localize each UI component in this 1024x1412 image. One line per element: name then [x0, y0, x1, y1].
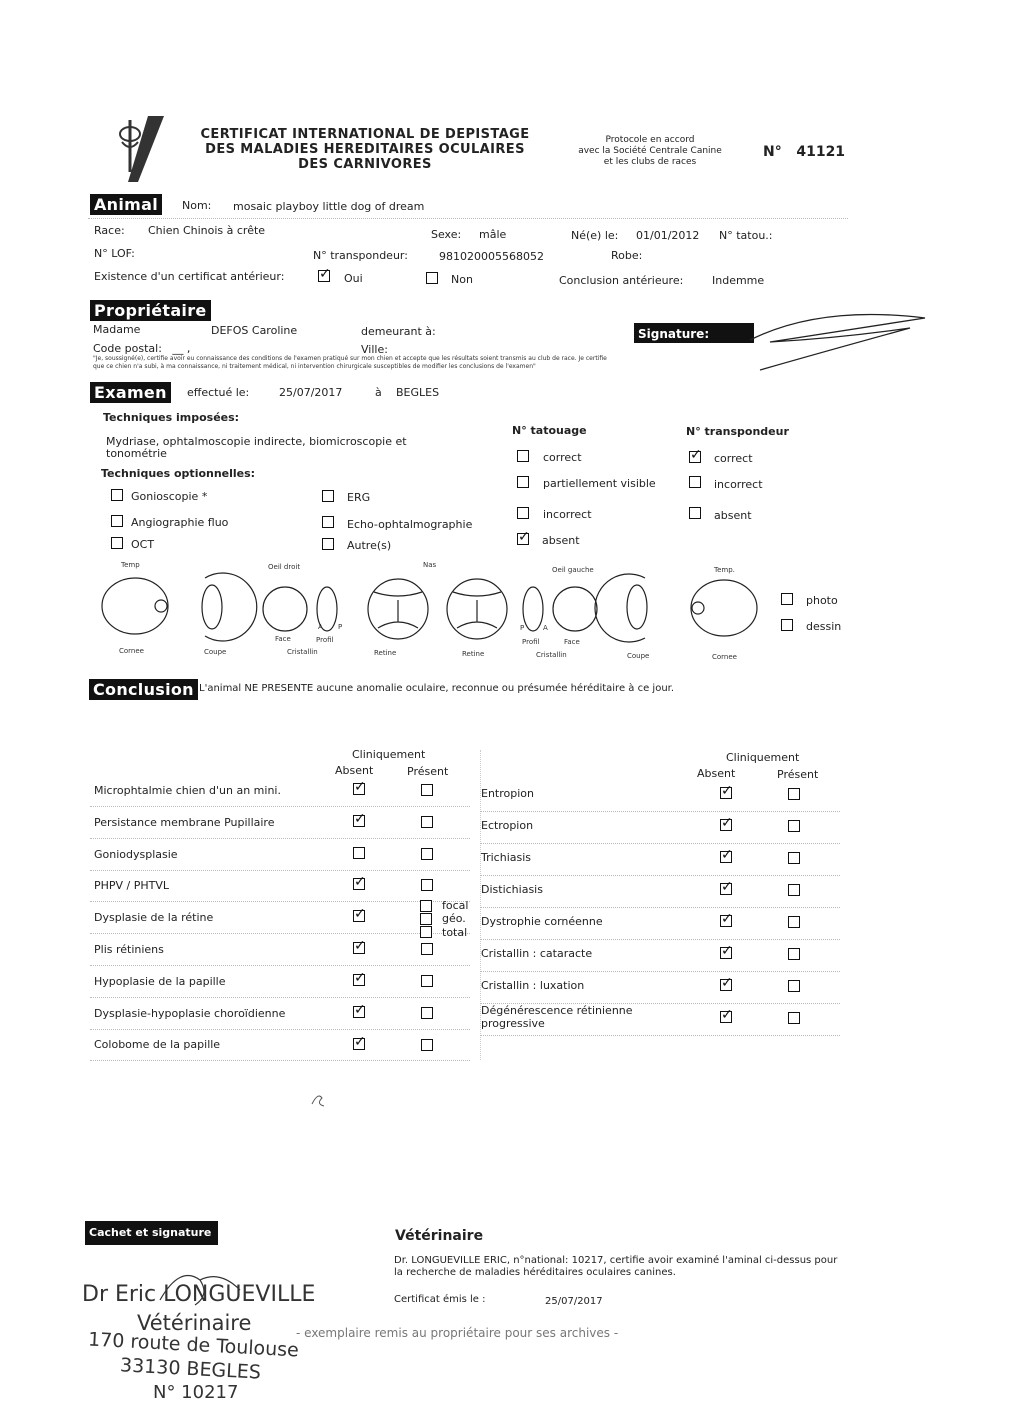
- transp-absent-checkbox[interactable]: [689, 507, 701, 519]
- race-value: Chien Chinois à crête: [148, 224, 266, 237]
- right-row-absent-checkbox[interactable]: [720, 883, 732, 895]
- angiographie-checkbox[interactable]: [111, 515, 123, 527]
- left-row-label: Dysplasie-hypoplasie choroïdienne: [94, 1007, 286, 1020]
- left-row-label: Dysplasie de la rétine: [94, 911, 214, 924]
- right-row-label: Distichiasis: [481, 883, 543, 896]
- right-row-present-checkbox[interactable]: [788, 852, 800, 864]
- tech-imp-label: Techniques imposées:: [103, 411, 240, 424]
- dessin-checkbox[interactable]: [781, 619, 793, 631]
- exam-lieu: BEGLES: [396, 386, 440, 399]
- oeil-droit-label: Oeil droit: [268, 563, 301, 571]
- ville-label: Ville:: [361, 343, 388, 356]
- left-row-absent-checkbox[interactable]: [353, 974, 365, 986]
- right-row-absent-checkbox[interactable]: [720, 915, 732, 927]
- right-row-absent-checkbox[interactable]: [720, 947, 732, 959]
- eye-diagram: [95, 570, 775, 650]
- photo-checkbox[interactable]: [781, 593, 793, 605]
- owner-signature-icon: [740, 300, 940, 380]
- left-row-absent-checkbox[interactable]: [353, 815, 365, 827]
- transpondeur-label: N° transpondeur: [686, 425, 789, 438]
- present-left-header: Présent: [407, 765, 449, 778]
- right-row-present-checkbox[interactable]: [788, 820, 800, 832]
- right-row-absent-checkbox[interactable]: [720, 819, 732, 831]
- cristallin-left-label: Cristallin: [287, 648, 318, 656]
- stamp-line5: N° 10217: [153, 1382, 239, 1403]
- disclaimer-line2: que ce chien n'a subi, à ma connaissance, ni traitement médical, ni intervention chirurgicale susceptibles de modifier les conclusions de l'examen": [93, 363, 536, 370]
- logo-icon: [108, 112, 166, 186]
- tatouage-correct-checkbox[interactable]: [517, 450, 529, 462]
- cristallin-right-label: Cristallin: [536, 651, 567, 659]
- certificate-number: N° 41121: [763, 144, 846, 160]
- left-row-label: Plis rétiniens: [94, 943, 164, 956]
- transp-absent-label: absent: [714, 509, 752, 522]
- vet-title: Vétérinaire: [395, 1228, 484, 1244]
- effectue-label: effectué le:: [187, 386, 250, 399]
- cornee-left-label: Cornee: [119, 647, 144, 655]
- transp-correct-label: correct: [714, 452, 753, 465]
- vet-text-line2: la recherche de maladies héréditaires oculaires canines.: [394, 1267, 676, 1278]
- transp-correct-checkbox[interactable]: [689, 451, 701, 463]
- left-row-label: Microphtalmie chien d'un an mini.: [94, 784, 281, 797]
- gonioscopie-label: Gonioscopie *: [131, 490, 208, 503]
- photo-label: photo: [806, 594, 838, 607]
- oct-checkbox[interactable]: [111, 537, 123, 549]
- retine-left-label: Retine: [374, 649, 397, 657]
- oui-label: Oui: [344, 272, 363, 285]
- lof-label: N° LOF:: [94, 247, 135, 260]
- right-row-present-checkbox[interactable]: [788, 884, 800, 896]
- certificate-title: CERTIFICAT INTERNATIONAL DE DEPISTAGE DES MALADIES HEREDITAIRES OCULAIRES DES CARNIVORES: [200, 127, 530, 172]
- disclaimer-line1: "Je, soussigné(e), certifie avoir eu connaissance des conditions de l'examen pratiqué sur mon chien et accepte que les résultats soient transmis au club de race. Je certifie: [93, 355, 607, 362]
- transp-incorrect-checkbox[interactable]: [689, 476, 701, 488]
- stamp-line3: 170 route de Toulouse: [87, 1328, 300, 1362]
- dysplasie-focal-checkbox[interactable]: [420, 900, 432, 912]
- tatouage-partiel-label: partiellement visible: [543, 477, 656, 490]
- oct-label: OCT: [131, 538, 155, 551]
- left-row-present-checkbox[interactable]: [421, 975, 433, 987]
- non-label: Non: [451, 273, 473, 286]
- right-row-absent-checkbox[interactable]: [720, 979, 732, 991]
- profil-left-label: Profil: [316, 636, 334, 644]
- autres-label: Autre(s): [347, 539, 392, 552]
- sexe-value: mâle: [479, 228, 507, 241]
- diag-a-left: A: [318, 623, 323, 631]
- vet-signature-icon: [150, 1260, 250, 1320]
- transp-label: N° transpondeur:: [313, 249, 408, 262]
- diag-a-right: A: [543, 624, 548, 632]
- left-row-label: Hypoplasie de la papille: [94, 975, 226, 988]
- left-row-present-checkbox[interactable]: [421, 816, 433, 828]
- right-row-absent-checkbox[interactable]: [720, 787, 732, 799]
- right-row-label: Cristallin : luxation: [481, 979, 585, 992]
- erg-checkbox[interactable]: [322, 490, 334, 502]
- present-right-header: Présent: [777, 768, 819, 781]
- right-row-label: Dégénérescence rétinienne progressive: [481, 1004, 633, 1030]
- proprietaire-section-label: Propriétaire: [90, 300, 211, 321]
- echo-label: Echo-ophtalmographie: [347, 518, 473, 531]
- coupe-left-label: Coupe: [204, 648, 227, 656]
- nas-label: Nas: [423, 561, 437, 569]
- tatou-label: N° tatou.:: [719, 229, 773, 242]
- coupe-right-label: Coupe: [627, 652, 650, 660]
- tatouage-correct-label: correct: [543, 451, 582, 464]
- examen-section-label: Examen: [90, 382, 171, 403]
- right-row-present-checkbox[interactable]: [788, 948, 800, 960]
- right-row-present-checkbox[interactable]: [788, 1012, 800, 1024]
- race-label: Race:: [94, 224, 125, 237]
- erg-label: ERG: [347, 491, 371, 504]
- right-row-label: Ectropion: [481, 819, 534, 832]
- transp-value: 981020005568052: [439, 250, 544, 263]
- signature-box: Signature:: [634, 323, 754, 343]
- left-row-label: PHPV / PHTVL: [94, 879, 170, 892]
- dessin-label: dessin: [806, 620, 842, 633]
- right-row-present-checkbox[interactable]: [788, 788, 800, 800]
- concl-ant-label: Conclusion antérieure:: [559, 274, 684, 287]
- right-row-absent-checkbox[interactable]: [720, 1011, 732, 1023]
- temp-left-label: Temp: [121, 561, 140, 569]
- owner-name: DEFOS Caroline: [211, 324, 298, 337]
- stamp-line4: 33130 BEGLES: [119, 1354, 262, 1384]
- left-row-label: Colobome de la papille: [94, 1038, 221, 1051]
- tatouage-label: N° tatouage: [512, 424, 587, 437]
- dysplasie-total-label: total: [442, 926, 468, 939]
- autres-checkbox[interactable]: [322, 538, 334, 550]
- emis-date: 25/07/2017: [545, 1296, 603, 1307]
- clin-left-header: Cliniquement: [352, 748, 426, 761]
- civ-value: Madame: [93, 323, 141, 336]
- robe-label: Robe:: [611, 249, 643, 262]
- nom-label: Nom:: [182, 199, 212, 212]
- concl-ant-value: Indemme: [712, 274, 765, 287]
- clin-right-header: Cliniquement: [726, 751, 800, 764]
- dysplasie-total-checkbox[interactable]: [420, 926, 432, 938]
- echo-checkbox[interactable]: [322, 516, 334, 528]
- vet-text-line1: Dr. LONGUEVILLE ERIC, n°national: 10217, certifie avoir examiné l'aminal ci-dessus pour: [394, 1255, 838, 1266]
- scribble-mark-icon: [308, 1090, 328, 1112]
- dysplasie-geo-label: géo.: [442, 912, 466, 925]
- right-row-label: Cristallin : cataracte: [481, 947, 593, 960]
- right-row-label: Entropion: [481, 787, 534, 800]
- stamp-line2: Vétérinaire: [137, 1311, 252, 1335]
- dysplasie-geo-checkbox[interactable]: [420, 913, 432, 925]
- absent-right-header: Absent: [697, 767, 736, 780]
- angiographie-label: Angiographie fluo: [131, 516, 229, 529]
- left-row-present-checkbox[interactable]: [421, 879, 433, 891]
- cornee-right-label: Cornee: [712, 653, 737, 661]
- demeurant-label: demeurant à:: [361, 325, 436, 338]
- left-row-absent-checkbox[interactable]: [353, 878, 365, 890]
- cachet-label-box: Cachet et signature: [85, 1221, 218, 1245]
- exemplaire-text: - exemplaire remis au propriétaire pour ses archives -: [296, 1326, 619, 1340]
- sexe-label: Sexe:: [431, 228, 462, 241]
- protocole-text: Protocole en accord avec la Société Centrale Canine et les clubs de races: [578, 135, 722, 167]
- left-row-present-checkbox[interactable]: [421, 784, 433, 796]
- tech-imp-text1: Mydriase, ophtalmoscopie indirecte, biomicroscopie et: [106, 435, 407, 448]
- tatouage-incorrect-checkbox[interactable]: [517, 507, 529, 519]
- animal-section-label: Animal: [90, 194, 162, 215]
- tatouage-absent-label: absent: [542, 534, 580, 547]
- cp-label: Code postal: __ ,: [93, 342, 191, 355]
- ne-value: 01/01/2012: [636, 229, 700, 242]
- oeil-gauche-label: Oeil gauche: [552, 566, 594, 574]
- tatouage-absent-checkbox[interactable]: [517, 533, 529, 545]
- right-row-present-checkbox[interactable]: [788, 916, 800, 928]
- diag-p-right: P: [520, 624, 525, 632]
- left-row-label: Persistance membrane Pupillaire: [94, 816, 275, 829]
- tech-imp-text2: tonométrie: [106, 447, 167, 460]
- left-row-absent-checkbox[interactable]: [353, 1006, 365, 1018]
- ne-label: Né(e) le:: [571, 229, 619, 242]
- right-row-label: Dystrophie cornéenne: [481, 915, 603, 928]
- exam-date: 25/07/2017: [279, 386, 343, 399]
- exist-label: Existence d'un certificat antérieur:: [94, 270, 285, 283]
- a-label: à: [375, 386, 382, 399]
- left-row-absent-checkbox[interactable]: [353, 910, 365, 922]
- tatouage-incorrect-label: incorrect: [543, 508, 592, 521]
- oui-checkbox[interactable]: [318, 270, 330, 282]
- left-row-absent-checkbox[interactable]: [353, 847, 365, 859]
- left-row-present-checkbox[interactable]: [421, 1007, 433, 1019]
- non-checkbox[interactable]: [426, 272, 438, 284]
- retine-right-label: Retine: [462, 650, 485, 658]
- dysplasie-focal-label: focal: [442, 899, 469, 912]
- gonioscopie-checkbox[interactable]: [111, 489, 123, 501]
- tatouage-partiel-checkbox[interactable]: [517, 476, 529, 488]
- left-row-present-checkbox[interactable]: [421, 848, 433, 860]
- conclusion-section-label: Conclusion: [89, 679, 198, 700]
- right-row-absent-checkbox[interactable]: [720, 851, 732, 863]
- left-row-absent-checkbox[interactable]: [353, 942, 365, 954]
- left-row-label: Goniodysplasie: [94, 848, 178, 861]
- right-row-present-checkbox[interactable]: [788, 980, 800, 992]
- left-row-present-checkbox[interactable]: [421, 943, 433, 955]
- temp-right-label: Temp.: [714, 566, 735, 574]
- nom-value: mosaic playboy little dog of dream: [233, 200, 425, 213]
- diag-p-left: P: [338, 623, 343, 631]
- transp-incorrect-label: incorrect: [714, 478, 763, 491]
- left-row-present-checkbox[interactable]: [421, 1039, 433, 1051]
- right-row-label: Trichiasis: [481, 851, 532, 864]
- face-left-label: Face: [275, 635, 291, 643]
- absent-left-header: Absent: [335, 764, 374, 777]
- conclusion-text: L'animal NE PRESENTE aucune anomalie oculaire, reconnue ou présumée héréditaire à ce jour.: [199, 683, 675, 694]
- profil-right-label: Profil: [522, 638, 540, 646]
- tech-opt-label: Techniques optionnelles:: [101, 467, 256, 480]
- left-row-absent-checkbox[interactable]: [353, 783, 365, 795]
- left-row-absent-checkbox[interactable]: [353, 1038, 365, 1050]
- emis-label: Certificat émis le :: [394, 1294, 486, 1305]
- stamp-line1: Dr Eric LONGUEVILLE: [82, 1282, 316, 1307]
- face-right-label: Face: [564, 638, 580, 646]
